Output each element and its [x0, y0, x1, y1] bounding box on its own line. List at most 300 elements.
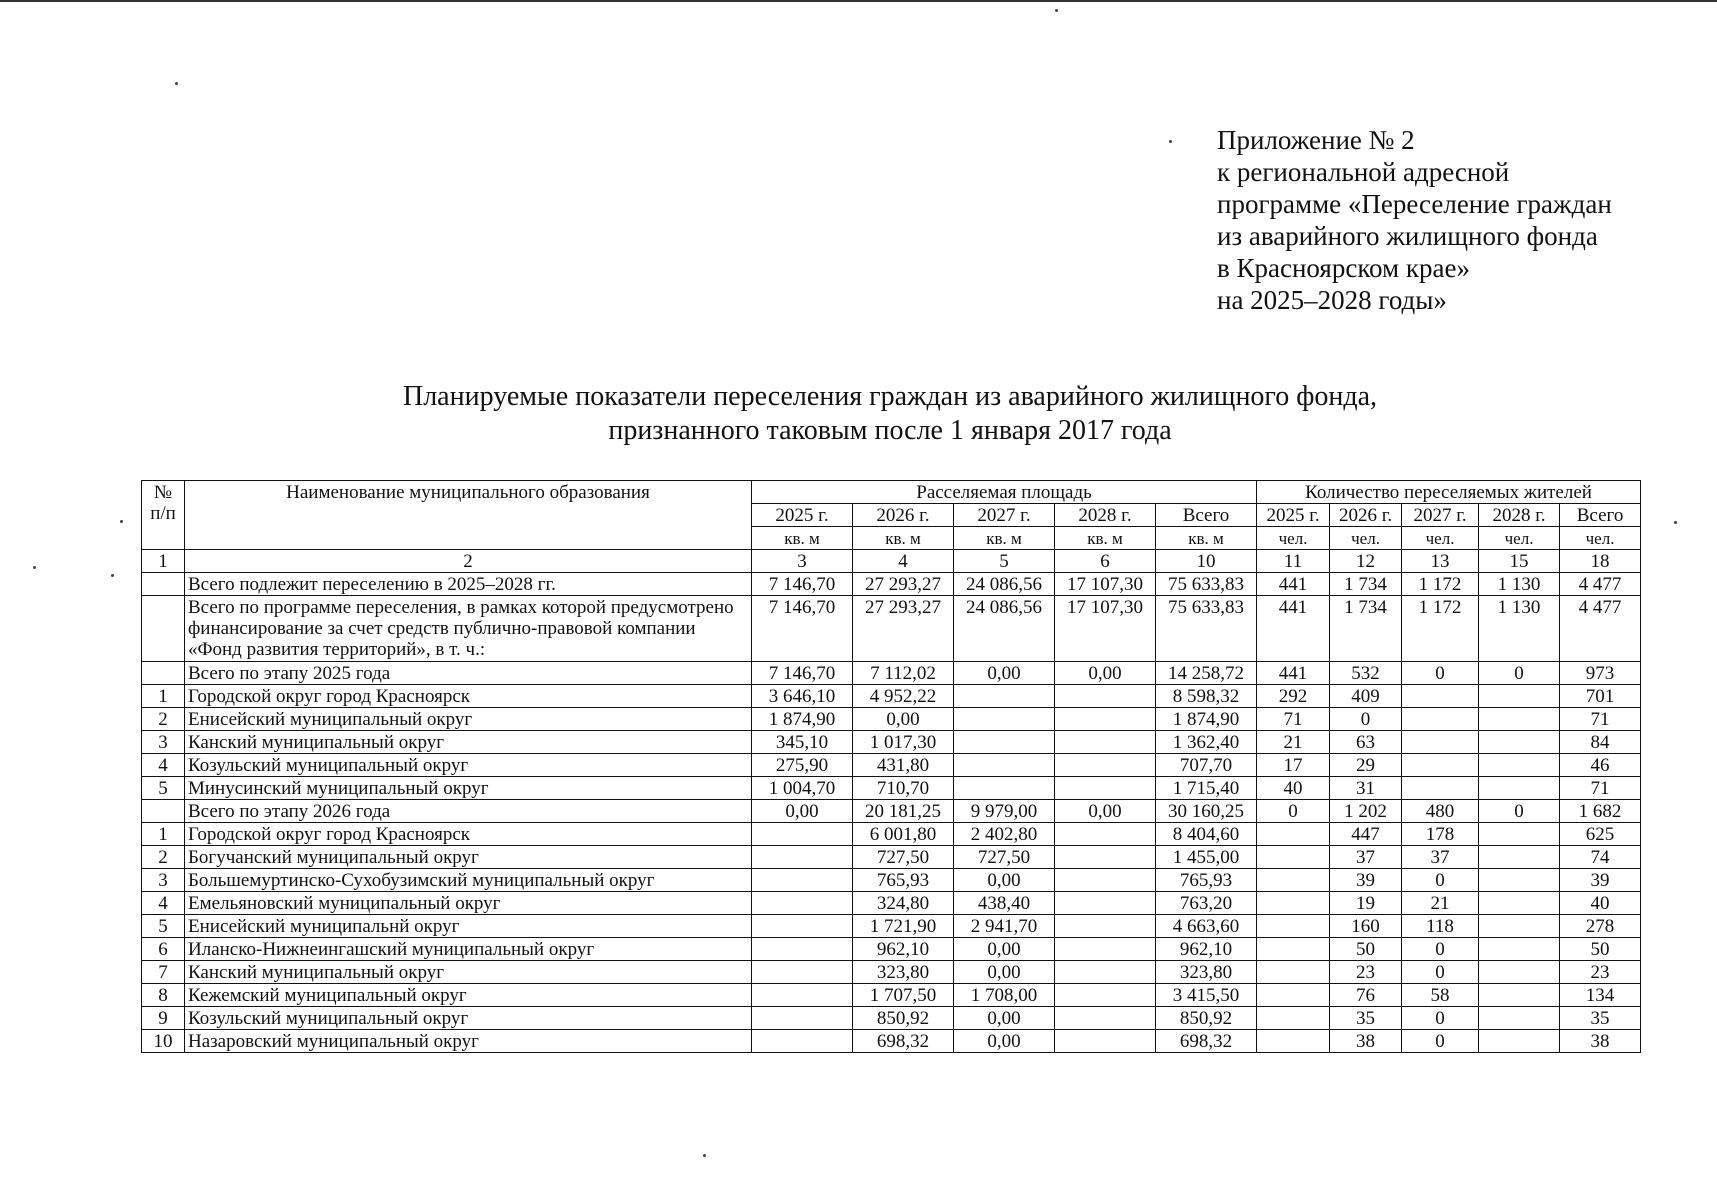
cell-people-2027: 37	[1402, 846, 1479, 869]
cell-area-total: 1 455,00	[1156, 846, 1257, 869]
cell-area-2028	[1055, 869, 1156, 892]
cell-people-2028	[1479, 915, 1560, 938]
table-row	[142, 685, 1641, 708]
cell-people-total: 71	[1560, 777, 1641, 800]
header-area-group: Расселяемая площадь	[752, 481, 1257, 504]
cell-area-2028	[1055, 708, 1156, 731]
cell-row-num: 8	[142, 984, 185, 1007]
col-number: 5	[954, 550, 1055, 573]
appendix-line: к региональной адресной	[1217, 157, 1510, 187]
cell-people-2028	[1479, 754, 1560, 777]
table-row	[142, 573, 1641, 596]
cell-area-2028: 0,00	[1055, 800, 1156, 823]
cell-row-num: 3	[142, 731, 185, 754]
cell-people-2026: 23	[1330, 961, 1402, 984]
cell-people-2028	[1479, 1007, 1560, 1030]
cell-row-name: Емельяновский муниципальный округ	[185, 892, 752, 915]
cell-people-2026: 532	[1330, 662, 1402, 685]
cell-area-2026: 1 017,30	[853, 731, 954, 754]
cell-area-total: 765,93	[1156, 869, 1257, 892]
table-row	[142, 596, 1641, 662]
cell-people-2028	[1479, 846, 1560, 869]
cell-people-2025: 21	[1257, 731, 1330, 754]
cell-area-2026: 0,00	[853, 708, 954, 731]
cell-area-total: 763,20	[1156, 892, 1257, 915]
cell-people-2028	[1479, 1030, 1560, 1053]
cell-people-2026: 19	[1330, 892, 1402, 915]
cell-area-total: 3 415,50	[1156, 984, 1257, 1007]
cell-area-total: 1 874,90	[1156, 708, 1257, 731]
appendix-line: из аварийного жилищного фонда	[1217, 221, 1598, 251]
cell-area-2028	[1055, 892, 1156, 915]
cell-row-num: 1	[142, 823, 185, 846]
cell-area-2027	[954, 777, 1055, 800]
header-area-year: 2028 г.	[1055, 504, 1156, 527]
cell-people-2026: 35	[1330, 1007, 1402, 1030]
unit-area: кв. м	[954, 527, 1055, 550]
cell-area-2025: 0,00	[752, 800, 853, 823]
cell-area-total: 698,32	[1156, 1030, 1257, 1053]
cell-people-2025: 71	[1257, 708, 1330, 731]
cell-area-2027: 727,50	[954, 846, 1055, 869]
cell-people-2026: 39	[1330, 869, 1402, 892]
cell-area-2027	[954, 708, 1055, 731]
cell-area-2025	[752, 869, 853, 892]
cell-people-2028	[1479, 961, 1560, 984]
cell-people-2027	[1402, 754, 1479, 777]
cell-people-2025	[1257, 961, 1330, 984]
cell-people-2026: 29	[1330, 754, 1402, 777]
cell-people-2027: 21	[1402, 892, 1479, 915]
col-number: 4	[853, 550, 954, 573]
unit-people: чел.	[1330, 527, 1402, 550]
col-number: 10	[1156, 550, 1257, 573]
cell-people-2028	[1479, 685, 1560, 708]
cell-area-2028	[1055, 984, 1156, 1007]
cell-area-2025: 7 146,70	[752, 662, 853, 685]
cell-people-total: 973	[1560, 662, 1641, 685]
cell-area-2025: 7 146,70	[752, 596, 853, 662]
title-line-2: признанного таковым после 1 января 2017 года	[608, 415, 1172, 446]
cell-area-2025: 1 004,70	[752, 777, 853, 800]
cell-people-2027: 1 172	[1402, 573, 1479, 596]
cell-people-total: 84	[1560, 731, 1641, 754]
cell-people-2027: 0	[1402, 961, 1479, 984]
cell-people-2025	[1257, 846, 1330, 869]
cell-row-num: 6	[142, 938, 185, 961]
cell-area-2026: 431,80	[853, 754, 954, 777]
cell-row-name: Канский муниципальный округ	[185, 961, 752, 984]
unit-people: чел.	[1402, 527, 1479, 550]
cell-area-2027: 0,00	[954, 961, 1055, 984]
cell-area-2027	[954, 685, 1055, 708]
cell-area-total: 707,70	[1156, 754, 1257, 777]
scan-speck	[175, 82, 178, 85]
cell-row-num: 2	[142, 846, 185, 869]
cell-people-2027: 118	[1402, 915, 1479, 938]
scan-speck	[111, 574, 114, 577]
cell-people-2026: 0	[1330, 708, 1402, 731]
cell-area-total: 8 404,60	[1156, 823, 1257, 846]
cell-people-2026: 1 734	[1330, 573, 1402, 596]
cell-area-2028	[1055, 915, 1156, 938]
table-row	[142, 777, 1641, 800]
cell-people-2028	[1479, 731, 1560, 754]
cell-row-num: 5	[142, 915, 185, 938]
cell-row-num: 4	[142, 754, 185, 777]
cell-area-2026: 710,70	[853, 777, 954, 800]
cell-area-2025	[752, 892, 853, 915]
col-number: 11	[1257, 550, 1330, 573]
cell-people-2025	[1257, 1030, 1330, 1053]
header-num: № п/п	[142, 481, 185, 550]
cell-area-2028	[1055, 846, 1156, 869]
column-numbers-row	[142, 550, 1641, 573]
document-title	[140, 380, 1640, 448]
cell-area-2025: 7 146,70	[752, 573, 853, 596]
cell-people-2025	[1257, 823, 1330, 846]
scan-speck	[703, 1154, 706, 1157]
appendix-line: на 2025–2028 годы»	[1217, 285, 1447, 315]
header-people-year: 2027 г.	[1402, 504, 1479, 527]
cell-people-2027: 58	[1402, 984, 1479, 1007]
unit-area: кв. м	[752, 527, 853, 550]
cell-people-2027: 1 172	[1402, 596, 1479, 662]
table-row	[142, 892, 1641, 915]
col-number: 12	[1330, 550, 1402, 573]
cell-area-2027: 0,00	[954, 938, 1055, 961]
cell-people-2026: 31	[1330, 777, 1402, 800]
cell-area-total: 75 633,83	[1156, 573, 1257, 596]
cell-area-2026: 27 293,27	[853, 573, 954, 596]
header-area-year: 2027 г.	[954, 504, 1055, 527]
cell-row-name: Козульский муниципальный округ	[185, 1007, 752, 1030]
cell-people-2025: 441	[1257, 596, 1330, 662]
header-people-year: 2025 г.	[1257, 504, 1330, 527]
cell-area-2025	[752, 938, 853, 961]
unit-area: кв. м	[1055, 527, 1156, 550]
cell-area-2028: 17 107,30	[1055, 573, 1156, 596]
cell-row-num	[142, 800, 185, 823]
cell-people-2027	[1402, 685, 1479, 708]
cell-area-2025	[752, 846, 853, 869]
table-row	[142, 708, 1641, 731]
cell-area-2027	[954, 754, 1055, 777]
cell-people-2026: 409	[1330, 685, 1402, 708]
cell-area-2026: 324,80	[853, 892, 954, 915]
cell-people-2027: 0	[1402, 1030, 1479, 1053]
cell-area-total: 962,10	[1156, 938, 1257, 961]
header-area-year: 2025 г.	[752, 504, 853, 527]
resettlement-table	[141, 480, 1641, 1053]
cell-area-2026: 6 001,80	[853, 823, 954, 846]
cell-area-2028	[1055, 777, 1156, 800]
cell-area-total: 30 160,25	[1156, 800, 1257, 823]
cell-area-2025: 345,10	[752, 731, 853, 754]
cell-people-total: 23	[1560, 961, 1641, 984]
appendix-line: в Красноярском крае»	[1217, 253, 1470, 283]
cell-people-2026: 37	[1330, 846, 1402, 869]
cell-area-2027	[954, 731, 1055, 754]
cell-people-2028	[1479, 892, 1560, 915]
cell-area-2026: 4 952,22	[853, 685, 954, 708]
header-area-year: 2026 г.	[853, 504, 954, 527]
cell-people-2028: 0	[1479, 800, 1560, 823]
cell-row-num: 9	[142, 1007, 185, 1030]
cell-row-name: Всего подлежит переселению в 2025–2028 гг.	[185, 573, 752, 596]
cell-people-2025	[1257, 938, 1330, 961]
cell-row-name: Назаровский муниципальный округ	[185, 1030, 752, 1053]
cell-row-name: Богучанский муниципальный округ	[185, 846, 752, 869]
cell-people-2028	[1479, 984, 1560, 1007]
scan-speck	[33, 566, 36, 569]
cell-area-2025: 275,90	[752, 754, 853, 777]
col-number: 18	[1560, 550, 1641, 573]
cell-row-num: 3	[142, 869, 185, 892]
cell-area-2026: 727,50	[853, 846, 954, 869]
table-row	[142, 1007, 1641, 1030]
header-people-year: 2028 г.	[1479, 504, 1560, 527]
cell-row-num	[142, 596, 185, 662]
unit-area: кв. м	[1156, 527, 1257, 550]
table-row	[142, 846, 1641, 869]
cell-people-2028	[1479, 938, 1560, 961]
cell-people-2027: 0	[1402, 938, 1479, 961]
cell-area-2025	[752, 984, 853, 1007]
cell-area-2025	[752, 915, 853, 938]
cell-area-2027: 0,00	[954, 1030, 1055, 1053]
cell-row-num	[142, 573, 185, 596]
cell-row-num: 5	[142, 777, 185, 800]
cell-people-2025	[1257, 915, 1330, 938]
cell-people-total: 134	[1560, 984, 1641, 1007]
cell-area-2026: 1 721,90	[853, 915, 954, 938]
table-row	[142, 731, 1641, 754]
cell-people-2025	[1257, 869, 1330, 892]
cell-people-total: 1 682	[1560, 800, 1641, 823]
cell-row-num	[142, 662, 185, 685]
appendix-line: Приложение № 2	[1217, 125, 1415, 155]
col-number: 15	[1479, 550, 1560, 573]
cell-area-2027: 438,40	[954, 892, 1055, 915]
cell-row-name: Всего по программе переселения, в рамках которой предусмотрено финансирование за счет средств публично-правовой компании «Фонд развития территорий», в т. ч.:	[185, 596, 752, 662]
cell-people-total: 701	[1560, 685, 1641, 708]
cell-area-2027: 0,00	[954, 662, 1055, 685]
cell-people-2027: 0	[1402, 1007, 1479, 1030]
cell-people-total: 278	[1560, 915, 1641, 938]
scan-speck	[1055, 9, 1058, 12]
cell-area-total: 8 598,32	[1156, 685, 1257, 708]
cell-area-2027: 2 941,70	[954, 915, 1055, 938]
col-number: 13	[1402, 550, 1479, 573]
cell-area-2028	[1055, 1007, 1156, 1030]
cell-area-2028	[1055, 731, 1156, 754]
cell-area-total: 323,80	[1156, 961, 1257, 984]
scan-speck	[1674, 521, 1677, 524]
cell-people-2027: 178	[1402, 823, 1479, 846]
cell-area-2028	[1055, 1030, 1156, 1053]
table-body	[142, 573, 1641, 1053]
cell-people-2027: 0	[1402, 869, 1479, 892]
cell-area-2026: 765,93	[853, 869, 954, 892]
col-number: 3	[752, 550, 853, 573]
cell-people-total: 625	[1560, 823, 1641, 846]
scan-speck	[120, 520, 123, 523]
cell-row-name: Иланско-Нижнеингашский муниципальный округ	[185, 938, 752, 961]
table-row	[142, 754, 1641, 777]
appendix-note	[1217, 124, 1687, 316]
cell-people-2028: 0	[1479, 662, 1560, 685]
cell-row-name: Енисейский муниципальнй округ	[185, 915, 752, 938]
cell-people-2028	[1479, 708, 1560, 731]
cell-area-2027: 24 086,56	[954, 573, 1055, 596]
cell-people-total: 39	[1560, 869, 1641, 892]
cell-people-2025: 441	[1257, 662, 1330, 685]
cell-people-2027	[1402, 731, 1479, 754]
cell-area-2027: 0,00	[954, 1007, 1055, 1030]
cell-people-2026: 50	[1330, 938, 1402, 961]
cell-people-2025	[1257, 984, 1330, 1007]
cell-area-2025	[752, 823, 853, 846]
table-row	[142, 1030, 1641, 1053]
cell-people-2026: 447	[1330, 823, 1402, 846]
cell-area-2026: 7 112,02	[853, 662, 954, 685]
cell-people-2027	[1402, 777, 1479, 800]
cell-area-2028: 17 107,30	[1055, 596, 1156, 662]
cell-row-name: Большемуртинско-Сухобузимский муниципальный округ	[185, 869, 752, 892]
title-line-1: Планируемые показатели переселения граждан из аварийного жилищного фонда,	[402, 381, 1378, 412]
cell-area-2027: 2 402,80	[954, 823, 1055, 846]
cell-area-2027: 24 086,56	[954, 596, 1055, 662]
cell-row-name: Городской округ город Красноярск	[185, 823, 752, 846]
table-row	[142, 984, 1641, 1007]
header-people-year: 2026 г.	[1330, 504, 1402, 527]
table-row	[142, 961, 1641, 984]
cell-people-2026: 1 202	[1330, 800, 1402, 823]
header-people-total: Всего	[1560, 504, 1641, 527]
cell-row-num: 2	[142, 708, 185, 731]
cell-area-2028	[1055, 754, 1156, 777]
table-header	[142, 481, 1641, 573]
cell-area-total: 1 715,40	[1156, 777, 1257, 800]
cell-row-name: Городской округ город Красноярск	[185, 685, 752, 708]
cell-area-2026: 962,10	[853, 938, 954, 961]
cell-people-2026: 38	[1330, 1030, 1402, 1053]
cell-people-2028	[1479, 823, 1560, 846]
cell-area-total: 850,92	[1156, 1007, 1257, 1030]
cell-people-2026: 76	[1330, 984, 1402, 1007]
cell-area-2026: 20 181,25	[853, 800, 954, 823]
cell-row-num: 1	[142, 685, 185, 708]
col-number: 2	[185, 550, 752, 573]
cell-people-2027: 480	[1402, 800, 1479, 823]
cell-people-2027	[1402, 708, 1479, 731]
unit-area: кв. м	[853, 527, 954, 550]
cell-people-2025: 17	[1257, 754, 1330, 777]
cell-area-2026: 27 293,27	[853, 596, 954, 662]
cell-row-name: Всего по этапу 2025 года	[185, 662, 752, 685]
scan-speck	[1169, 140, 1172, 143]
cell-people-total: 46	[1560, 754, 1641, 777]
table-row	[142, 869, 1641, 892]
cell-row-name: Минусинский муниципальный округ	[185, 777, 752, 800]
cell-area-2028	[1055, 685, 1156, 708]
cell-area-2025	[752, 1007, 853, 1030]
cell-row-name: Канский муниципальный округ	[185, 731, 752, 754]
cell-people-total: 40	[1560, 892, 1641, 915]
cell-area-2025: 3 646,10	[752, 685, 853, 708]
cell-area-2026: 698,32	[853, 1030, 954, 1053]
cell-people-2026: 63	[1330, 731, 1402, 754]
unit-people: чел.	[1560, 527, 1641, 550]
col-number: 6	[1055, 550, 1156, 573]
cell-people-2028	[1479, 777, 1560, 800]
unit-people: чел.	[1257, 527, 1330, 550]
cell-area-2025: 1 874,90	[752, 708, 853, 731]
header-name: Наименование муниципального образования	[185, 481, 752, 550]
cell-people-2025: 441	[1257, 573, 1330, 596]
unit-people: чел.	[1479, 527, 1560, 550]
table-row	[142, 823, 1641, 846]
cell-area-total: 75 633,83	[1156, 596, 1257, 662]
table-row	[142, 662, 1641, 685]
cell-people-2026: 1 734	[1330, 596, 1402, 662]
cell-area-2027: 9 979,00	[954, 800, 1055, 823]
cell-area-2027: 0,00	[954, 869, 1055, 892]
cell-people-2026: 160	[1330, 915, 1402, 938]
cell-row-name: Енисейский муниципальный округ	[185, 708, 752, 731]
cell-area-2028	[1055, 823, 1156, 846]
cell-row-num: 7	[142, 961, 185, 984]
cell-row-num: 4	[142, 892, 185, 915]
cell-people-2028	[1479, 869, 1560, 892]
table-row	[142, 800, 1641, 823]
cell-row-name: Всего по этапу 2026 года	[185, 800, 752, 823]
cell-area-total: 1 362,40	[1156, 731, 1257, 754]
cell-area-2027: 1 708,00	[954, 984, 1055, 1007]
cell-people-2028: 1 130	[1479, 573, 1560, 596]
cell-people-2025	[1257, 892, 1330, 915]
cell-people-total: 4 477	[1560, 596, 1641, 662]
cell-area-total: 4 663,60	[1156, 915, 1257, 938]
cell-area-2026: 1 707,50	[853, 984, 954, 1007]
cell-people-total: 50	[1560, 938, 1641, 961]
cell-row-name: Козульский муниципальный округ	[185, 754, 752, 777]
cell-people-2025	[1257, 1007, 1330, 1030]
cell-area-2025	[752, 1030, 853, 1053]
cell-people-total: 74	[1560, 846, 1641, 869]
header-people-group: Количество переселяемых жителей	[1257, 481, 1641, 504]
cell-area-total: 14 258,72	[1156, 662, 1257, 685]
cell-area-2028	[1055, 938, 1156, 961]
cell-area-2025	[752, 961, 853, 984]
table-row	[142, 915, 1641, 938]
cell-people-total: 4 477	[1560, 573, 1641, 596]
col-number: 1	[142, 550, 185, 573]
cell-area-2026: 323,80	[853, 961, 954, 984]
cell-people-2025: 292	[1257, 685, 1330, 708]
cell-people-2025: 0	[1257, 800, 1330, 823]
cell-area-2026: 850,92	[853, 1007, 954, 1030]
cell-people-2025: 40	[1257, 777, 1330, 800]
cell-row-num: 10	[142, 1030, 185, 1053]
header-area-total: Всего	[1156, 504, 1257, 527]
table-row	[142, 938, 1641, 961]
cell-area-2028	[1055, 961, 1156, 984]
cell-people-2028: 1 130	[1479, 596, 1560, 662]
cell-people-2027: 0	[1402, 662, 1479, 685]
cell-area-2028: 0,00	[1055, 662, 1156, 685]
